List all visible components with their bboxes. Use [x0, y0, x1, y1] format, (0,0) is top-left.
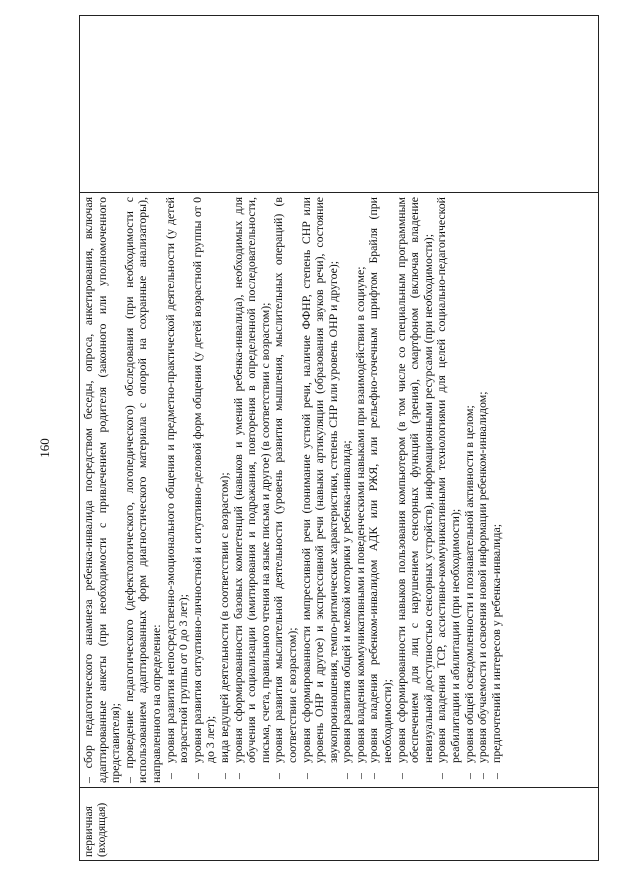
- rehabilitation-table: [79, 15, 599, 861]
- dash-marker: –: [339, 773, 354, 779]
- list-item-text: уровня сформированности навыков пользования компьютером (в том числе со специальным программным обеспечением для лиц с нарушением сенсорных функций (зрения), смартфоном (включая владение невизуальной доступностью сенсорных устройств), информационными ресурсами (при необходимости);: [393, 197, 435, 763]
- list-item-text: уровня развития общей и мелкой моторики у ребенка-инвалида;: [339, 440, 354, 763]
- list-item: [463, 197, 477, 783]
- dash-marker: –: [393, 773, 408, 779]
- list-item: [395, 197, 436, 783]
- list-item: [367, 197, 394, 783]
- content-cell: [80, 193, 599, 788]
- list-item-text: уровня развития мыслительной деятельности (уровень развития мышления, мыслительных операций) (в соответствии с возрастом);: [271, 197, 299, 763]
- page-number: 160: [37, 438, 52, 458]
- dash-marker: –: [162, 773, 177, 779]
- list-item-text: уровня обучаемости и освоения новой информации ребенком-инвалидом;: [475, 391, 490, 763]
- stage-label: первичная (входящая): [83, 802, 108, 857]
- list-item: [354, 197, 368, 783]
- list-item-text: предпочтений и интересов у ребенка-инвалида;: [488, 524, 503, 763]
- list-item-text: уровня общей осведомленности и познавательной активности в целом;: [461, 405, 476, 763]
- intro-paragraph: – проведение педагогического (дефектологического, логопедического) обследования (при необходимости с использованием адаптированных форм диагностического материала с опорой на сохранные анализаторы), направленного на определение:: [121, 197, 163, 783]
- stage-cell: [80, 788, 599, 861]
- dash-marker: –: [230, 773, 245, 779]
- list-item-text: уровня сформированности базовых компетенций (навыков и умений ребенка-инвалида), необходимых для обучения и социализации (имитирования и подражания, повторения в определенной последовательности, письма, счета, правильного чтения на языке письма и другое) (в соответствии с возрастом);: [230, 197, 272, 763]
- list-item-text: уровня сформированности импрессивной речи (понимание устной речи, наличие ФФНР, степень СНР или уровень ОНР и другое) и экспрессивной речи (навыки артикуляции (образования звуков речи), состояние звукопроизношения, темпо-ритмические характеристики, степень СНР или уровень ОНР и другое);: [298, 197, 340, 763]
- dash-marker: –: [298, 773, 313, 779]
- list-item-text: уровня владения ребенком-инвалидом АДК или РЖЯ, или рельефно-точечным шрифтом Брайля (при необходимости);: [366, 197, 395, 763]
- list-item: [340, 197, 354, 783]
- list-item-text: уровня владения коммуникативными и поведенческими навыками при взаимодействии в социуме;: [352, 266, 367, 763]
- list-item: [232, 197, 273, 783]
- list-item: [476, 197, 490, 783]
- list-item: [435, 197, 462, 783]
- list-item-text: вида ведущей деятельности (в соответствии с возрастом);: [216, 472, 231, 763]
- list-item-text: уровня развития ситуативно-личностной и ситуативно-деловой форм общения (у детей возрастной группы от 0 до 3 лет);: [189, 197, 218, 763]
- list-item-text: уровня владения ТСР, ассистивно-коммуникативными технологиями для целей социально-педагогической реабилитации и абилитации (при необходимости);: [434, 197, 463, 763]
- empty-cell: [80, 16, 599, 193]
- diagnostic-items-list: [164, 197, 504, 783]
- dash-marker: –: [434, 773, 449, 779]
- dash-marker: –: [475, 773, 490, 779]
- rotated-document-page: [19, 19, 621, 877]
- list-item-text: уровня развития непосредственно-эмоционального общения и предметно-практической деятельности (у детей возрастной группы от 0 до 3 лет);: [162, 197, 191, 763]
- list-item: [272, 197, 299, 783]
- dash-marker: –: [271, 773, 286, 779]
- list-item: [490, 197, 504, 783]
- list-item: [218, 197, 232, 783]
- dash-marker: –: [461, 773, 476, 779]
- intro-paragraph: – сбор педагогического анамнеза ребенка-инвалида посредством беседы, опроса, анкетирования, включая адаптированные анкеты (при необходимости с привлечением родителя (законного или уполномоченного представителя);: [81, 197, 123, 783]
- dash-marker: –: [216, 773, 231, 779]
- dash-marker: –: [366, 773, 381, 779]
- list-item: [300, 197, 341, 783]
- dash-marker: –: [189, 773, 204, 779]
- table-row: [80, 16, 599, 861]
- dash-marker: –: [488, 773, 503, 779]
- list-item: [191, 197, 218, 783]
- list-item: [164, 197, 191, 783]
- dash-marker: –: [352, 773, 367, 779]
